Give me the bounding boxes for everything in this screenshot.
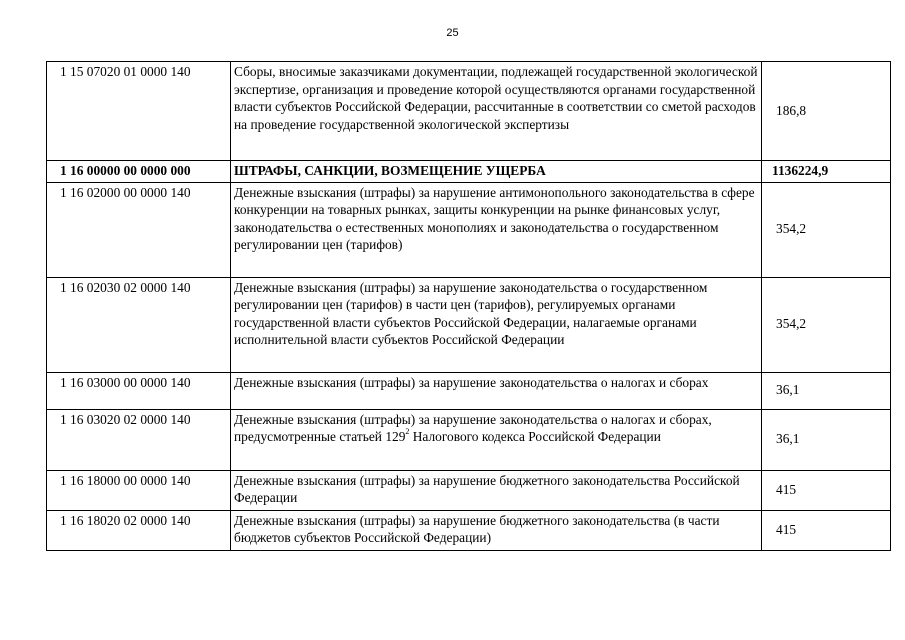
description-cell: Денежные взыскания (штрафы) за нарушение бюджетного законодательства Российской Федерации (231, 470, 762, 510)
amount-cell: 415 (762, 470, 891, 510)
amount-cell: 36,1 (762, 409, 891, 470)
description-cell: Денежные взыскания (штрафы) за нарушение законодательства о налогах и сборах (231, 372, 762, 409)
budget-code-cell: 1 16 02000 00 0000 140 (47, 182, 231, 277)
amount-cell: 415 (762, 510, 891, 550)
description-text-part: Денежные взыскания (штрафы) за нарушение законодательства о налогах и сборах, предусмотренные статьей 129 (234, 411, 712, 445)
description-cell: Сборы, вносимые заказчиками документации, подлежащей государственной экологической экспертизе, организация и проведение которой осуществляются органами государственной власти субъектов Российской Федерации, рассчитанные в соответствии со сметой расходов на проведение государственной экологической экспертизы (231, 62, 762, 161)
description-cell: Денежные взыскания (штрафы) за нарушение бюджетного законодательства (в части бюджетов субъектов Российской Федерации) (231, 510, 762, 550)
table-row (47, 372, 891, 409)
budget-code-cell: 1 16 18020 02 0000 140 (47, 510, 231, 550)
budget-code-cell: 1 16 02030 02 0000 140 (47, 277, 231, 372)
description-cell: Денежные взыскания (штрафы) за нарушение антимонопольного законодательства в сфере конкуренции на товарных рынках, защиты конкуренции на рынке финансовых услуг, законодательства о естественных монополиях и законодательства о государственном регулировании цен (тарифов) (231, 182, 762, 277)
table-row (47, 510, 891, 550)
table-row (47, 182, 891, 277)
budget-code-cell: 1 16 00000 00 0000 000 (47, 161, 231, 183)
table-row (47, 62, 891, 161)
table-row-section-header (47, 161, 891, 183)
superscript-mark: 2 (405, 426, 410, 436)
description-cell: ШТРАФЫ, САНКЦИИ, ВОЗМЕЩЕНИЕ УЩЕРБА (231, 161, 762, 183)
table-row (47, 470, 891, 510)
amount-cell: 186,8 (762, 62, 891, 161)
page-number: 25 (446, 27, 459, 39)
description-text-part: Налогового кодекса Российской Федерации (409, 429, 661, 445)
budget-code-cell: 1 16 03020 02 0000 140 (47, 409, 231, 470)
amount-cell: 354,2 (762, 277, 891, 372)
description-cell: Денежные взыскания (штрафы) за нарушение законодательства о государственном регулировании цен (тарифов) в части цен (тарифов), регулируемых органами государственной власти субъектов Российской Федерации, налагаемые органами исполнительной власти субъектов Российской Федерации (231, 277, 762, 372)
amount-cell: 1136224,9 (762, 161, 891, 183)
budget-revenue-table (46, 61, 891, 551)
table-row (47, 409, 891, 470)
description-cell (231, 409, 762, 470)
table-row (47, 277, 891, 372)
budget-code-cell: 1 15 07020 01 0000 140 (47, 62, 231, 161)
amount-cell: 36,1 (762, 372, 891, 409)
budget-code-cell: 1 16 18000 00 0000 140 (47, 470, 231, 510)
budget-code-cell: 1 16 03000 00 0000 140 (47, 372, 231, 409)
amount-cell: 354,2 (762, 182, 891, 277)
